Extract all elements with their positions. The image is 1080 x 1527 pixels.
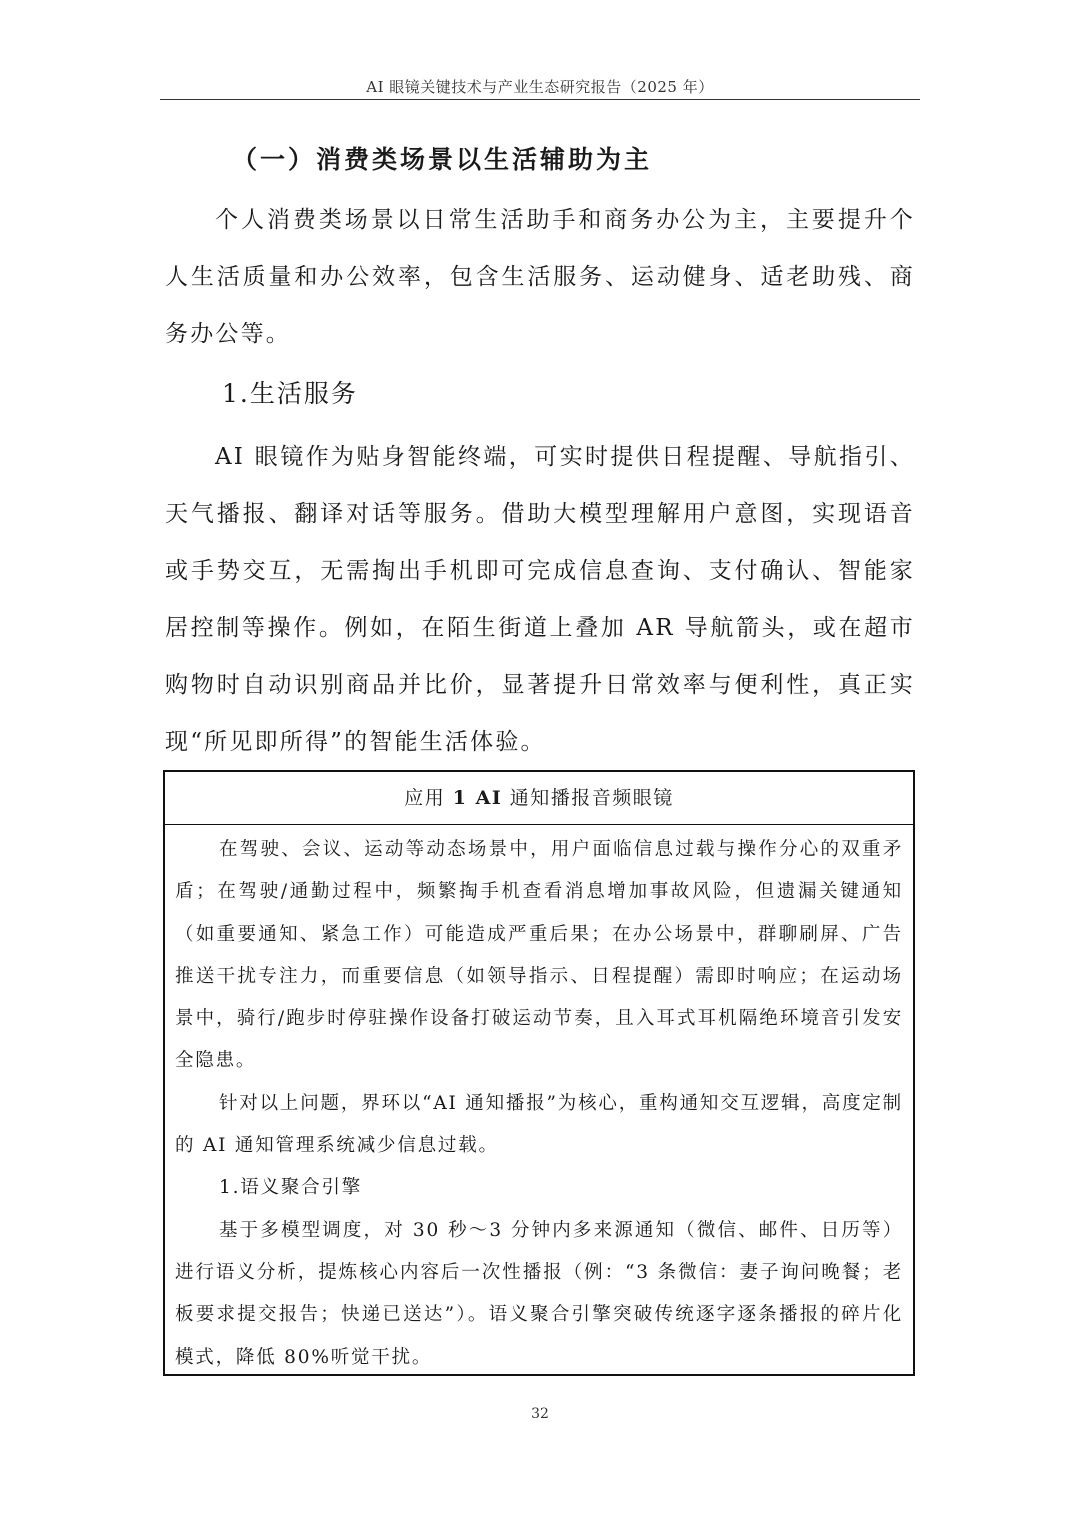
case-paragraph-feature: 基于多模型调度，对 30 秒～3 分钟内多来源通知（微信、邮件、日历等）进行语义分析，提炼核心内容后一次性播报（例：“3 条微信：妻子询问晚餐；老板要求提交报告；快递已送达”）。语义聚合引擎突破传统逐字逐条播报的碎片化模式，降低 80%听觉干扰。 [175,1219,903,1368]
case-title-suffix: 通知播报音频眼镜 [502,787,674,809]
page-number: 32 [531,1406,549,1422]
case-study-body [165,825,913,1379]
case-paragraph-solution: 针对以上问题，界环以“AI 通知播报”为核心，重构通知交互逻辑，高度定制的 AI 通知管理系统减少信息过载。 [175,1092,903,1157]
case-paragraph-problem: 在驾驶、会议、运动等动态场景中，用户面临信息过载与操作分心的双重矛盾；在驾驶/通勤过程中，频繁掏手机查看消息增加事故风险，但遗漏关键通知（如重要通知、紧急工作）可能造成严重后果；在办公场景中，群聊刷屏、广告推送干扰专注力，而重要信息（如领导指示、日程提醒）需即时响应；在运动场景中，骑行/跑步时停驻操作设备打破运动节奏，且入耳式耳机隔绝环境音引发安全隐患。 [175,839,903,1072]
running-header: AI 眼镜关键技术与产业生态研究报告（2025 年） [366,78,714,96]
section-intro-paragraph: 个人消费类场景以日常生活助手和商务办公为主，主要提升个人生活质量和办公效率，包含生活服务、运动健身、适老助残、商务办公等。 [165,207,915,347]
header-divider [160,99,920,100]
subsection-heading: 1.生活服务 [222,379,358,408]
section-heading: （一）消费类场景以生活辅助为主 [232,145,653,174]
case-study-box [163,770,915,1376]
subsection-body-paragraph: AI 眼镜作为贴身智能终端，可实时提供日程提醒、导航指引、天气播报、翻译对话等服务。借助大模型理解用户意图，实现语音或手势交互，无需掏出手机即可完成信息查询、支付确认、智能家居控制等操作。例如，在陌生街道上叠加 AR 导航箭头，或在超市购物时自动识别商品并比价，显著提升日常效率与便利性，真正实现“所见即所得”的智能生活体验。 [165,444,915,755]
case-title-label: 1 AI [452,787,503,809]
case-title-prefix: 应用 [404,787,453,809]
case-feature-heading: 1.语义聚合引擎 [219,1177,363,1199]
case-study-title [165,772,913,825]
